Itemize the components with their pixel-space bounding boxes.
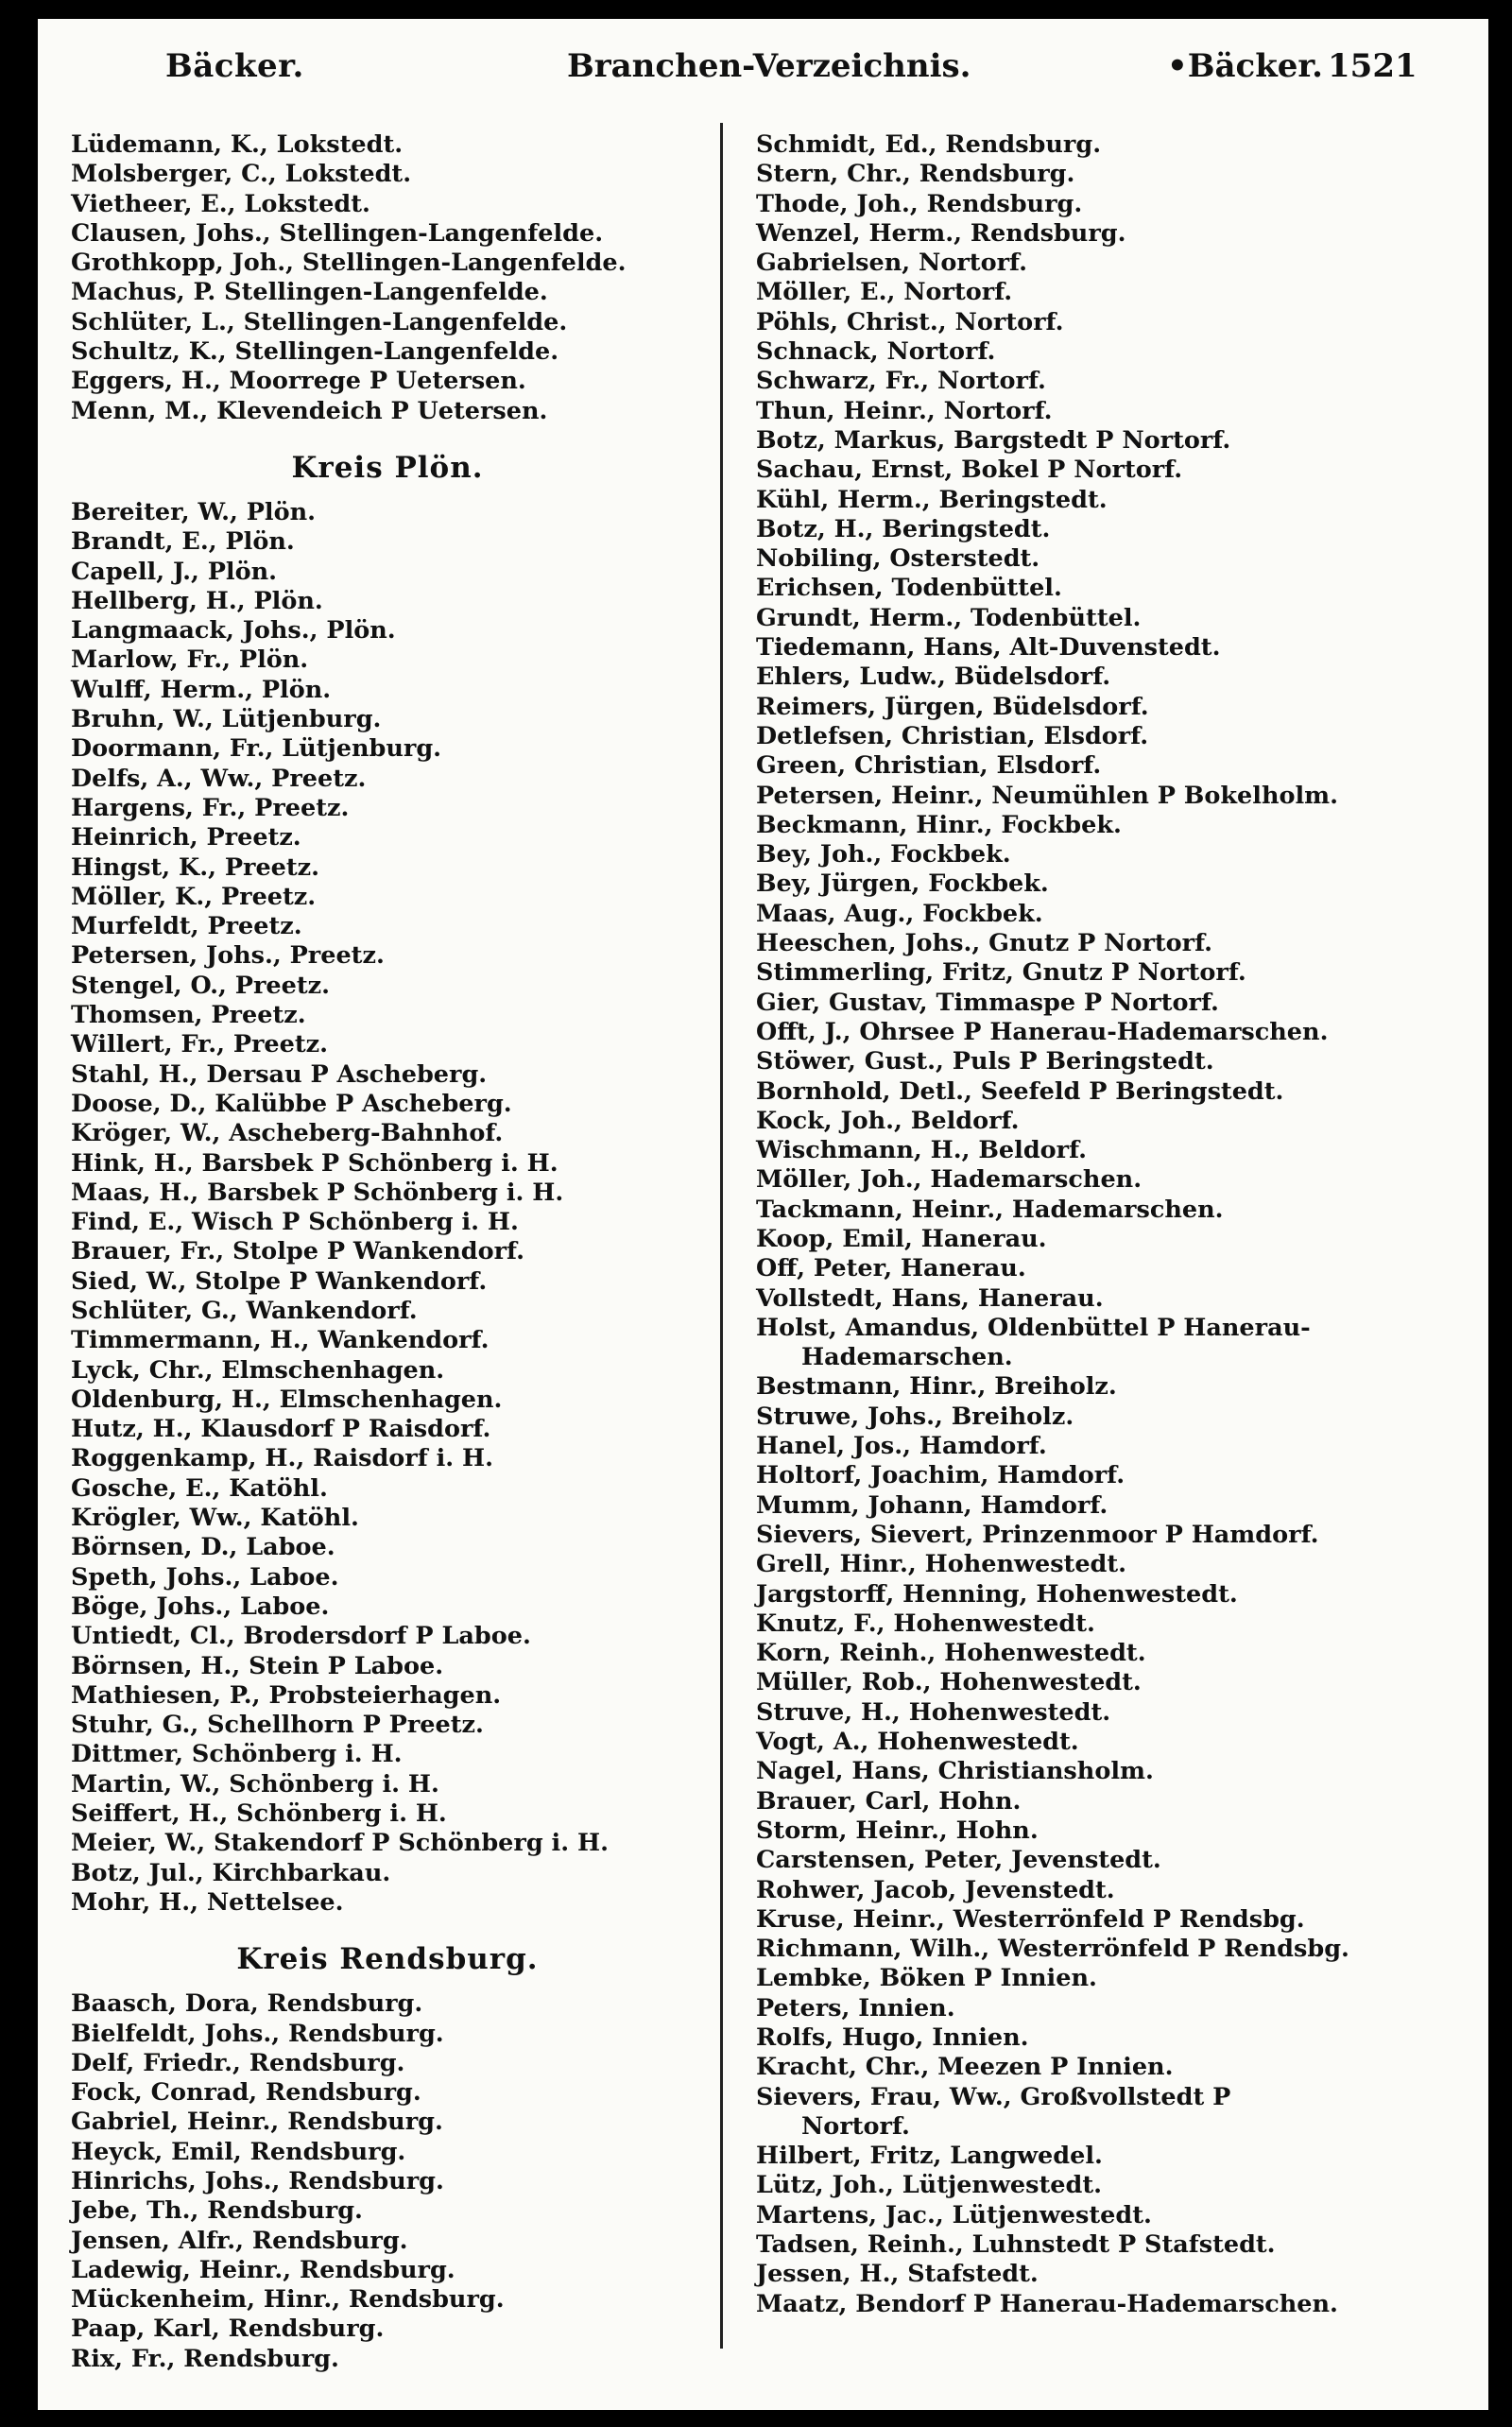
directory-entry: Gabrielsen, Nortorf. — [756, 249, 1027, 278]
directory-entry: Schnack, Nortorf. — [756, 337, 996, 367]
directory-entry: Viethеer, E., Lokstedt. — [71, 189, 370, 218]
directory-entry: Ladewig, Heinr., Rendsburg. — [71, 2255, 455, 2284]
directory-entry: Rohwer, Jacob, Jevenstedt. — [756, 1875, 1115, 1904]
directory-entry: Rolfs, Hugo, Innien. — [756, 2023, 1029, 2052]
directory-entry: Kruse, Heinr., Westerrönfeld P Rendsbg. — [756, 1904, 1305, 1934]
directory-entry: Detlefsen, Christian, Elsdorf. — [756, 721, 1149, 750]
directory-entry: Untiedt, Cl., Brodersdorf P Laboe. — [71, 1622, 531, 1651]
directory-entry: Korn, Reinh., Hohenwestedt. — [756, 1639, 1146, 1668]
directory-entry: Maatz, Bendorf P Hanerau-Hademarschen. — [756, 2289, 1338, 2318]
directory-entry: Tadsen, Reinh., Luhnstedt P Stafstedt. — [756, 2230, 1276, 2260]
entries-right-list-3 — [756, 2142, 1474, 2319]
directory-entry: Bey, Jürgen, Fockbek. — [756, 869, 1049, 899]
directory-entry: Fock, Conrad, Rendsburg. — [71, 2078, 421, 2108]
entries-top-list — [71, 130, 704, 426]
directory-entry: Martens, Jac., Lütjenwestedt. — [756, 2200, 1152, 2229]
column-divider — [720, 123, 723, 2349]
directory-entry: Grell, Hinr., Hohenwestedt. — [756, 1550, 1127, 1579]
directory-entry: Delfs, A., Ww., Preetz. — [71, 764, 367, 793]
directory-entry: Menn, M., Klevendeich P Uetersen. — [71, 396, 548, 425]
directory-entry: Bornhold, Detl., Seefeld P Beringstedt. — [756, 1076, 1284, 1106]
directory-entry: Schlüter, L., Stellingen-Langenfelde. — [71, 307, 568, 336]
directory-entry: Mathiesen, P., Probsteierhagen. — [71, 1680, 502, 1710]
directory-entry: Kröger, W., Ascheberg-Bahnhof. — [71, 1119, 504, 1148]
directory-entry: Hingst, K., Preetz. — [71, 852, 320, 882]
directory-entry: Jensen, Alfr., Rendsburg. — [71, 2226, 408, 2255]
directory-entry: Lüdemann, K., Lokstedt. — [71, 130, 404, 159]
directory-entry: Wischmann, H., Beldorf. — [756, 1136, 1088, 1165]
directory-entry: Doose, D., Kalübbe P Ascheberg. — [71, 1089, 512, 1118]
directory-entry: Offt, J., Ohrsee P Hanerau-Hademarschen. — [756, 1017, 1329, 1046]
directory-entry: Schultz, K., Stellingen-Langenfelde. — [71, 337, 559, 367]
directory-entry: Sachau, Ernst, Bokel P Nortorf. — [756, 456, 1183, 485]
directory-entry: Find, E., Wisch P Schönberg i. H. — [71, 1208, 519, 1237]
directory-entry: Capell, J., Plön. — [71, 557, 278, 586]
directory-entry: Schwarz, Fr., Nortorf. — [756, 367, 1046, 396]
directory-entry: Stimmerling, Fritz, Gnutz P Nortorf. — [756, 958, 1246, 988]
directory-entry: Machus, P. Stellingen-Langenfelde. — [71, 278, 548, 307]
directory-entry: Knutz, F., Hohenwestedt. — [756, 1609, 1095, 1638]
directory-page — [38, 19, 1488, 2410]
directory-entry: Möller, Joh., Hademarschen. — [756, 1165, 1143, 1195]
header-right-title: •Bäcker. — [1167, 47, 1324, 85]
directory-entry: Thun, Heinr., Nortorf. — [756, 396, 1053, 425]
directory-entry: Timmermann, H., Wankendorf. — [71, 1326, 490, 1355]
directory-entry: Schlüter, G., Wankendorf. — [71, 1296, 418, 1325]
directory-entry: Stuhr, G., Schellhorn P Preetz. — [71, 1711, 484, 1740]
directory-entry: Kracht, Chr., Meezen P Innien. — [756, 2053, 1174, 2082]
directory-entry: Kühl, Herm., Beringstedt. — [756, 485, 1108, 514]
directory-entry: Hilbert, Fritz, Langwedel. — [756, 2142, 1103, 2171]
directory-entry: Börnsen, H., Stein P Laboe. — [71, 1651, 444, 1680]
directory-entry: Molsberger, C., Lokstedt. — [71, 160, 412, 189]
directory-entry: Heeschen, Johs., Gnutz P Nortorf. — [756, 929, 1213, 958]
directory-entry: Hinrichs, Johs., Rendsburg. — [71, 2167, 444, 2195]
directory-entry: Petersen, Heinr., Neumühlen P Bokelholm. — [756, 781, 1339, 810]
directory-entry: Koop, Emil, Hanerau. — [756, 1224, 1047, 1253]
directory-entry: Richmann, Wilh., Westerrönfeld P Rendsbg. — [756, 1935, 1349, 1964]
directory-entry: Oldenburg, H., Elmschenhagen. — [71, 1385, 503, 1414]
directory-entry: Beckmann, Hinr., Fockbek. — [756, 810, 1122, 839]
directory-entry: Mumm, Johann, Hamdorf. — [756, 1490, 1108, 1520]
directory-entry: Brandt, E., Plön. — [71, 527, 295, 557]
directory-entry: Stengel, O., Preetz. — [71, 971, 331, 1000]
directory-entry: Petersen, Johs., Preetz. — [71, 941, 385, 971]
directory-entry: Sied, W., Stolpe P Wankendorf. — [71, 1266, 488, 1296]
directory-entry: Paap, Karl, Rendsburg. — [71, 2315, 385, 2344]
directory-entry: Krögler, Ww., Katöhl. — [71, 1504, 359, 1533]
directory-entry: Möller, E., Nortorf. — [756, 278, 1013, 307]
directory-entry: Müller, Rob., Hohenwestedt. — [756, 1668, 1142, 1697]
directory-entry: Stern, Chr., Rendsburg. — [756, 160, 1075, 189]
directory-entry: Eggers, H., Moorrege P Uetersen. — [71, 367, 526, 396]
directory-entry: Grundt, Herm., Todenbüttel. — [756, 603, 1142, 632]
left-column — [71, 130, 704, 2374]
directory-entry: Vogt, A., Hohenwestedt. — [756, 1728, 1079, 1757]
directory-entry: Rix, Fr., Rendsburg. — [71, 2344, 339, 2373]
directory-entry: Dittmer, Schönberg i. H. — [71, 1740, 403, 1769]
page-number: 1521 — [1328, 47, 1418, 85]
directory-entry: Mohr, H., Nettelsee. — [71, 1887, 344, 1917]
directory-entry: Carstensen, Peter, Jevenstedt. — [756, 1846, 1161, 1875]
directory-entry: Peters, Innien. — [756, 1993, 955, 2022]
directory-entry: Martin, W., Schönberg i. H. — [71, 1769, 439, 1799]
directory-entry: Botz, Markus, Bargstedt P Nortorf. — [756, 425, 1231, 455]
directory-entry: Gier, Gustav, Timmaspe P Nortorf. — [756, 988, 1219, 1017]
directory-entry: Möller, K., Preetz. — [71, 882, 317, 911]
entries-right-list-2 — [756, 1372, 1474, 2111]
directory-entry: Tiedemann, Hans, Alt-Duvenstedt. — [756, 633, 1221, 663]
directory-entry: Jessen, H., Stafstedt. — [756, 2260, 1039, 2289]
entry-continuation: Nortorf. — [801, 2111, 910, 2141]
directory-entry: Schmidt, Ed., Rendsburg. — [756, 130, 1102, 159]
directory-entry: Böge, Johs., Laboe. — [71, 1592, 330, 1621]
directory-entry: Struve, H., Hohenwestedt. — [756, 1697, 1111, 1727]
directory-entry: Mückenheim, Hinr., Rendsburg. — [71, 2285, 505, 2315]
directory-entry: Nagel, Hans, Christiansholm. — [756, 1757, 1154, 1786]
directory-entry: Tackmann, Heinr., Hademarschen. — [756, 1195, 1224, 1224]
directory-entry: Green, Christian, Elsdorf. — [756, 751, 1102, 781]
directory-entry: Lembke, Böken P Innien. — [756, 1964, 1097, 1993]
directory-entry: Langmaack, Johs., Plön. — [71, 616, 396, 645]
directory-entry: Sievers, Sievert, Prinzenmoor P Hamdorf. — [756, 1520, 1319, 1549]
directory-entry: Wulff, Herm., Plön. — [71, 675, 332, 704]
header-center-title: Branchen-Verzeichnis. — [567, 47, 971, 85]
directory-entry: Börnsen, D., Laboe. — [71, 1533, 335, 1562]
directory-entry: Hellberg, H., Plön. — [71, 586, 323, 615]
directory-entry: Clausen, Johs., Stellingen-Langenfelde. — [71, 218, 604, 248]
directory-entry: Wenzel, Herm., Rendsburg. — [756, 218, 1126, 248]
directory-entry: Gosche, E., Katöhl. — [71, 1473, 328, 1503]
directory-entry: Seiffert, H., Schönberg i. H. — [71, 1799, 447, 1829]
directory-entry: Hargens, Fr., Preetz. — [71, 793, 350, 822]
directory-entry: Botz, H., Beringstedt. — [756, 514, 1051, 543]
directory-entry: Delf, Friedr., Rendsburg. — [71, 2048, 405, 2077]
directory-entry: Roggenkamp, H., Raisdorf i. H. — [71, 1444, 493, 1473]
directory-entry: Brauer, Fr., Stolpe P Wankendorf. — [71, 1237, 524, 1266]
directory-entry: Gabriel, Heinr., Rendsburg. — [71, 2108, 443, 2137]
entry-continuation: Hademarschen. — [801, 1343, 1013, 1372]
directory-entry: Meier, W., Stakendorf P Schönberg i. H. — [71, 1829, 609, 1858]
directory-entry: Storm, Heinr., Hohn. — [756, 1816, 1039, 1845]
directory-entry: Nobiling, Osterstedt. — [756, 544, 1040, 574]
directory-entry: Baasch, Dora, Rendsburg. — [71, 1989, 423, 2019]
directory-entry: Willert, Fr., Preetz. — [71, 1030, 329, 1059]
directory-entry: Jargstorff, Henning, Hohenwestedt. — [756, 1579, 1238, 1609]
directory-entry: Hanel, Jos., Hamdorf. — [756, 1432, 1047, 1461]
directory-entry: Holst, Amandus, Oldenbüttel P Hanerau- — [756, 1313, 1311, 1342]
directory-entry: Kock, Joh., Beldorf. — [756, 1106, 1020, 1135]
directory-entry: Bruhn, W., Lütjenburg. — [71, 705, 382, 734]
right-column — [756, 130, 1474, 2319]
directory-entry: Erichsen, Todenbüttel. — [756, 574, 1062, 603]
directory-entry: Off, Peter, Hanerau. — [756, 1254, 1026, 1283]
directory-entry: Botz, Jul., Kirchbarkau. — [71, 1858, 391, 1887]
directory-entry: Stahl, H., Dersau P Ascheberg. — [71, 1059, 488, 1089]
directory-entry: Bestmann, Hinr., Breiholz. — [756, 1372, 1117, 1402]
header-left-title: Bäcker. — [165, 47, 304, 85]
directory-entry: Bielfeldt, Johs., Rendsburg. — [71, 2019, 444, 2048]
entries-ploen-list — [71, 498, 704, 1918]
directory-entry: Holtorf, Joachim, Hamdorf. — [756, 1461, 1125, 1490]
directory-entry: Thode, Joh., Rendsburg. — [756, 189, 1083, 218]
directory-entry: Lyck, Chr., Elmschenhagen. — [71, 1355, 445, 1385]
directory-entry: Speth, Johs., Laboe. — [71, 1562, 339, 1592]
entries-right-list-1 — [756, 130, 1474, 1343]
directory-entry: Bereiter, W., Plön. — [71, 497, 317, 526]
directory-entry: Bey, Joh., Fockbek. — [756, 840, 1011, 869]
directory-entry: Brauer, Carl, Hohn. — [756, 1786, 1022, 1816]
directory-entry: Lütz, Joh., Lütjenwestedt. — [756, 2171, 1102, 2200]
directory-entry: Ehlers, Ludw., Büdelsdorf. — [756, 663, 1111, 692]
entries-rendsburg-list — [71, 1989, 704, 2374]
directory-entry: Maas, Aug., Fockbek. — [756, 899, 1043, 928]
directory-entry: Sievers, Frau, Ww., Großvollstedt P — [756, 2082, 1231, 2111]
directory-entry: Jebe, Th., Rendsburg. — [71, 2196, 363, 2226]
directory-entry: Stöwer, Gust., Puls P Beringstedt. — [756, 1047, 1214, 1076]
directory-entry: Maas, H., Barsbek P Schönberg i. H. — [71, 1178, 564, 1207]
directory-entry: Pöhls, Christ., Nortorf. — [756, 307, 1064, 336]
section-heading-rendsburg: Kreis Rendsburg. — [236, 1942, 539, 1977]
directory-entry: Grothkopp, Joh., Stellingen-Langenfelde. — [71, 249, 627, 278]
directory-entry: Hink, H., Barsbek P Schönberg i. H. — [71, 1148, 558, 1178]
directory-entry: Reimers, Jürgen, Büdelsdorf. — [756, 692, 1149, 721]
directory-entry: Vollstedt, Hans, Hanerau. — [756, 1283, 1104, 1313]
section-heading-ploen: Kreis Plön. — [291, 450, 484, 485]
directory-entry: Thomsen, Preetz. — [71, 1001, 306, 1030]
directory-entry: Hutz, H., Klausdorf P Raisdorf. — [71, 1415, 491, 1444]
directory-entry: Marlow, Fr., Plön. — [71, 645, 309, 675]
directory-entry: Doormann, Fr., Lütjenburg. — [71, 734, 442, 764]
directory-entry: Heinrich, Preetz. — [71, 823, 301, 852]
directory-entry: Struwe, Johs., Breiholz. — [756, 1402, 1074, 1431]
directory-entry: Heyck, Emil, Rendsburg. — [71, 2137, 406, 2166]
directory-entry: Murfeldt, Preetz. — [71, 912, 302, 941]
